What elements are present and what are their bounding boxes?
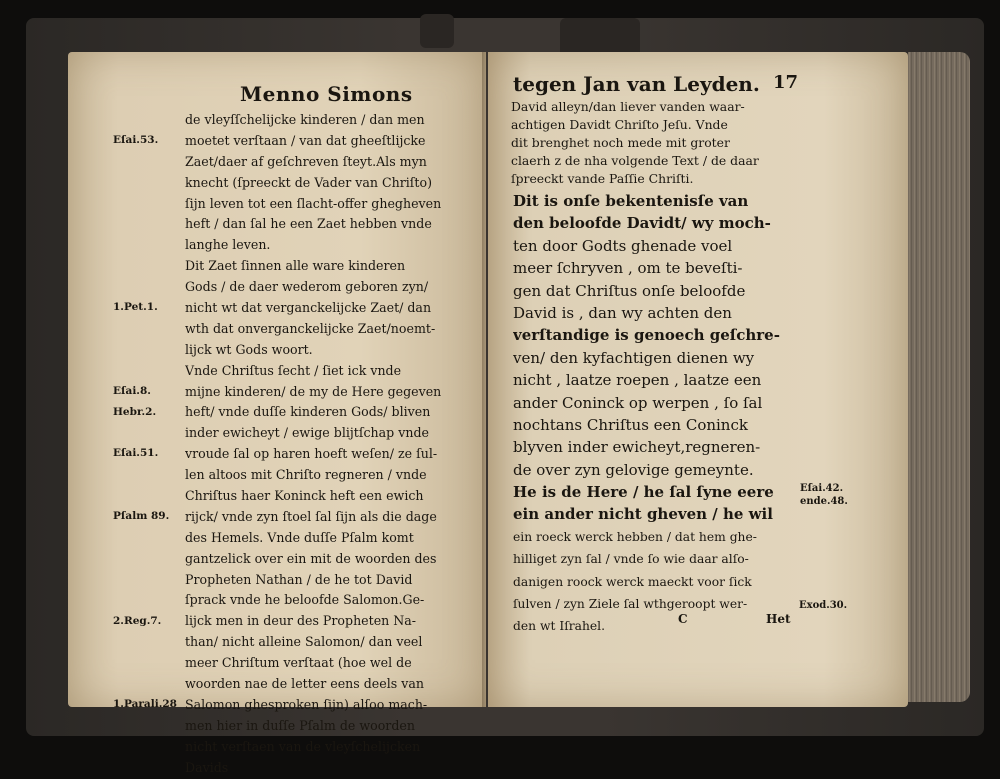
text-line: than/ nicht alleine Salomon/ dan veel: [185, 634, 423, 650]
clasp-left: [420, 14, 454, 48]
right-marginalia-lower: Exod.30.: [799, 600, 848, 611]
text-line: des Hemels. Vnde duſſe Pſalm komt: [185, 529, 414, 545]
text-line: nicht verſtaen van de vleyſchelijcken: [185, 738, 421, 754]
text-line: Dit Zaet ſinnen alle ware kinderen: [185, 258, 406, 274]
text-line: David is , dan wy achten den: [513, 303, 732, 322]
text-line: heft/ vnde duſſe kinderen Gods/ bliven: [185, 404, 431, 420]
right-body-text: [513, 190, 801, 638]
text-line: lijck men in deur des Propheten Na-: [185, 613, 417, 629]
text-line: ſprack vnde he beloofde Salomon.Ge-: [185, 592, 425, 608]
marginal-reference: 2.Reg.7.: [113, 614, 162, 627]
text-line: knecht (ſpreeckt de Vader van Chriſto): [185, 174, 432, 190]
right-marginalia: [800, 482, 848, 508]
text-line: ven/ den kyfachtigen dienen wy: [513, 348, 755, 367]
text-line: Zaet/daer af geſchreven ſteyt.Als myn: [185, 153, 427, 169]
text-line: blyven inder ewicheyt,regneren-: [513, 438, 761, 457]
text-line: woorden nae de letter eens deels van: [185, 676, 424, 692]
left-text-block: [185, 110, 483, 779]
text-line: den wt Iſrahel.: [513, 619, 606, 634]
text-line: mijne kinderen/ de my de Here gegeven: [185, 383, 442, 399]
right-page: [488, 52, 908, 707]
marginal-reference: Eſai.42.: [800, 483, 844, 494]
text-line: danigen roock werck maeckt voor ſick: [513, 574, 752, 589]
text-line: gen dat Chriſtus onſe beloofde: [513, 281, 746, 300]
text-line: langhe leven.: [185, 237, 271, 253]
page-edges: [908, 52, 970, 702]
marginal-reference: Eſai.51.: [113, 447, 159, 460]
marginal-reference: Eſai.8.: [113, 384, 151, 397]
running-head-right: tegen Jan van Leyden.: [513, 72, 760, 96]
text-line: moetet verſtaan / van dat gheeſtlijcke: [185, 132, 426, 148]
text-line: hilliget zyn ſal / vnde ſo wie daar alſo-: [513, 552, 749, 567]
text-line: verſtandige is genoech geſchre-: [513, 326, 780, 345]
text-line: Propheten Nathan / de he tot David: [185, 571, 413, 587]
text-line: claerh z de nha volgende Text / de daar: [511, 153, 759, 168]
text-line: Vnde Chriſtus ſecht / ſiet ick vnde: [185, 362, 402, 378]
text-line: len altoos mit Chriſto regneren / vnde: [185, 467, 427, 483]
text-line: lijck wt Gods woort.: [185, 341, 313, 357]
marginal-reference: ende.48.: [800, 496, 848, 507]
text-line: wth dat onverganckelijcke Zaet/noemt-: [185, 320, 436, 336]
text-line: Salomon ghesproken ſijn) alſoo mach-: [185, 696, 428, 712]
folio-number: 17: [772, 72, 798, 93]
text-line: Chriſtus haer Koninck heft een ewich: [185, 488, 424, 504]
marginal-reference: 1.Parali.28: [113, 698, 177, 711]
text-line: meer ſchryven , om te beveſti-: [513, 259, 743, 278]
text-line: nicht wt dat verganckelijcke Zaet/ dan: [185, 300, 432, 316]
text-line: Gods / de daer wederom geboren zyn/: [185, 279, 429, 295]
text-line: gantzelick over ein mit de woorden des: [185, 550, 437, 566]
left-page: [68, 52, 486, 775]
text-line: ein ander nicht gheven / he wil: [513, 505, 773, 524]
text-line: ſijn leven tot een ſlacht-offer ghegheven: [185, 195, 442, 211]
text-line: den beloofde Davidt/ wy moch-: [513, 214, 771, 233]
marginal-reference: Pſalm 89.: [113, 510, 170, 523]
text-line: ander Coninck op werpen , ſo ſal: [513, 393, 763, 412]
text-line: Davids: [185, 759, 229, 775]
marginal-reference: 1.Pet.1.: [113, 301, 158, 314]
clasp-right: [560, 18, 640, 52]
text-line: rijck/ vnde zyn ſtoel ſal ſijn als die dage: [185, 508, 437, 524]
text-line: ſulven / zyn Ziele ſal wthgeroopt wer-: [513, 597, 748, 612]
text-line: David alleyn/dan liever vanden waar-: [511, 99, 745, 114]
catchword: Het: [766, 612, 791, 626]
text-line: de over zyn gelovige gemeynte.: [513, 460, 754, 479]
text-line: ſpreeckt vande Paſſie Chriſti.: [511, 171, 694, 186]
text-line: meer Chriſtum verſtaat (hoe wel de: [185, 655, 412, 671]
text-line: nicht , laatze roepen , laatze een: [513, 371, 762, 390]
marginal-reference: Hebr.2.: [113, 405, 157, 418]
text-line: vroude ſal op haren hoeft weſen/ ze ſul-: [185, 446, 438, 462]
text-line: ten door Godts ghenade voel: [513, 236, 733, 255]
text-line: nochtans Chriſtus een Coninck: [513, 415, 748, 434]
marginal-reference: Eſai.53.: [113, 133, 159, 146]
text-line: dit brenghet noch mede mit groter: [511, 135, 730, 150]
text-line: He is de Here / he ſal ſyne eere: [513, 483, 774, 502]
text-line: men hier in duſſe Pſalm de woorden: [185, 717, 415, 733]
text-line: ein roeck werck hebben / dat hem ghe-: [513, 529, 757, 544]
text-line: Dit is onſe bekentenisſe van: [513, 192, 749, 210]
text-line: achtigen Davidt Chriſto Jeſu. Vnde: [511, 117, 728, 132]
right-top-text: [511, 98, 801, 188]
text-line: inder ewicheyt / ewige blijtſchap vnde: [185, 425, 429, 441]
signature-mark: C: [678, 612, 688, 626]
text-line: heft / dan ſal he een Zaet hebben vnde: [185, 216, 432, 232]
text-line: de vleyſſchelijcke kinderen / dan men: [185, 112, 425, 127]
running-head-left: Menno Simons: [240, 82, 413, 106]
